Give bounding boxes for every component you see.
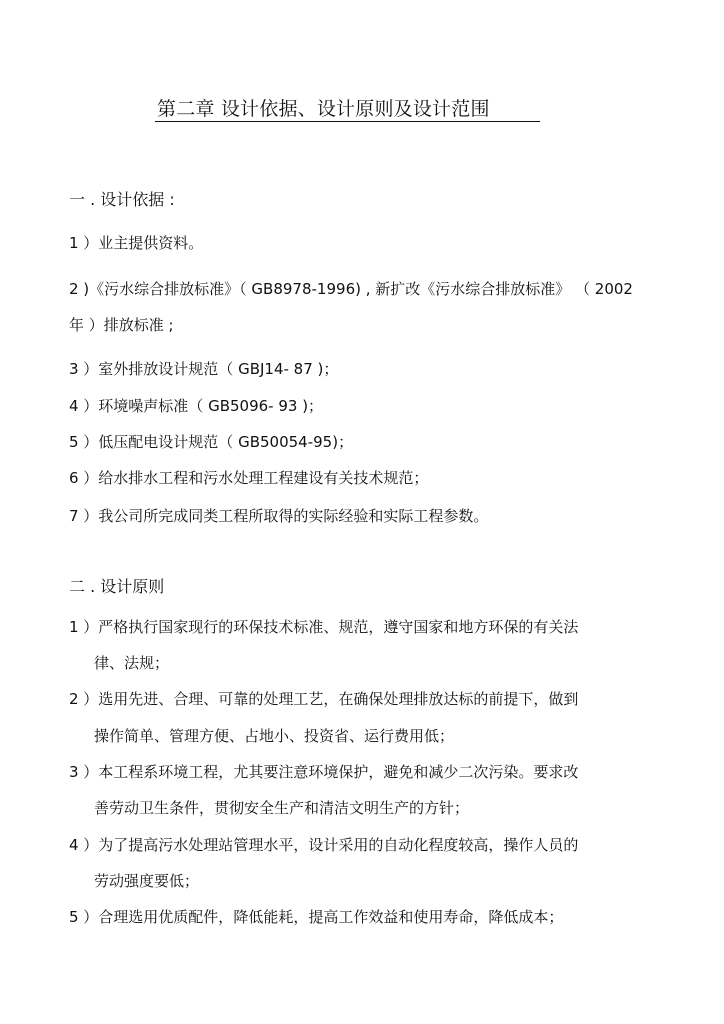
basis-item-6: 6 ）给水排水工程和污水处理工程建设有关技术规范；	[69, 469, 429, 487]
basis-item-2-continued: 年 ）排放标准 ;	[69, 316, 174, 334]
principle-item-1: 1 ）严格执行国家现行的环保技术标准、规范，遵守国家和地方环保的有关法	[69, 618, 579, 636]
basis-item-1: 1 ）业主提供资料。	[69, 234, 204, 252]
basis-item-7: 7 ）我公司所完成同类工程所取得的实际经验和实际工程参数。	[69, 507, 489, 525]
basis-item-3: 3 ）室外排放设计规范（ GBJ14- 87 )；	[69, 360, 339, 378]
page-title: 第二章 设计依据、设计原则及设计范围	[157, 98, 490, 120]
section-heading-design-principles: 二 . 设计原则	[69, 577, 165, 596]
principle-item-2: 2 ）选用先进、合理、可靠的处理工艺，在确保处理排放达标的前提下，做到	[69, 690, 579, 708]
principle-item-1-continued: 律、法规；	[94, 654, 170, 672]
basis-item-2: 2 )《污水综合排放标准》（ GB8978-1996) , 新扩改《污水综合排放标准》 （ 2002	[69, 280, 633, 298]
basis-item-5: 5 ）低压配电设计规范（ GB50054-95)；	[69, 433, 354, 451]
basis-item-4: 4 ）环境噪声标准（ GB5096- 93 )；	[69, 397, 324, 415]
section-heading-design-basis: 一 . 设计依据 :	[69, 190, 175, 209]
principle-item-3: 3 ）本工程系环境工程，尤其要注意环境保护，避免和减少二次污染。要求改	[69, 763, 579, 781]
principle-item-5: 5 ）合理选用优质配件，降低能耗，提高工作效益和使用寿命，降低成本；	[69, 908, 564, 926]
principle-item-4: 4 ）为了提高污水处理站管理水平，设计采用的自动化程度较高，操作人员的	[69, 836, 579, 854]
principle-item-4-continued: 劳动强度要低；	[94, 872, 200, 890]
principle-item-2-continued: 操作简单、管理方便、占地小、投资省、运行费用低；	[94, 727, 455, 745]
principle-item-3-continued: 善劳动卫生条件，贯彻安全生产和清洁文明生产的方针；	[94, 799, 470, 817]
title-underline	[155, 121, 540, 122]
